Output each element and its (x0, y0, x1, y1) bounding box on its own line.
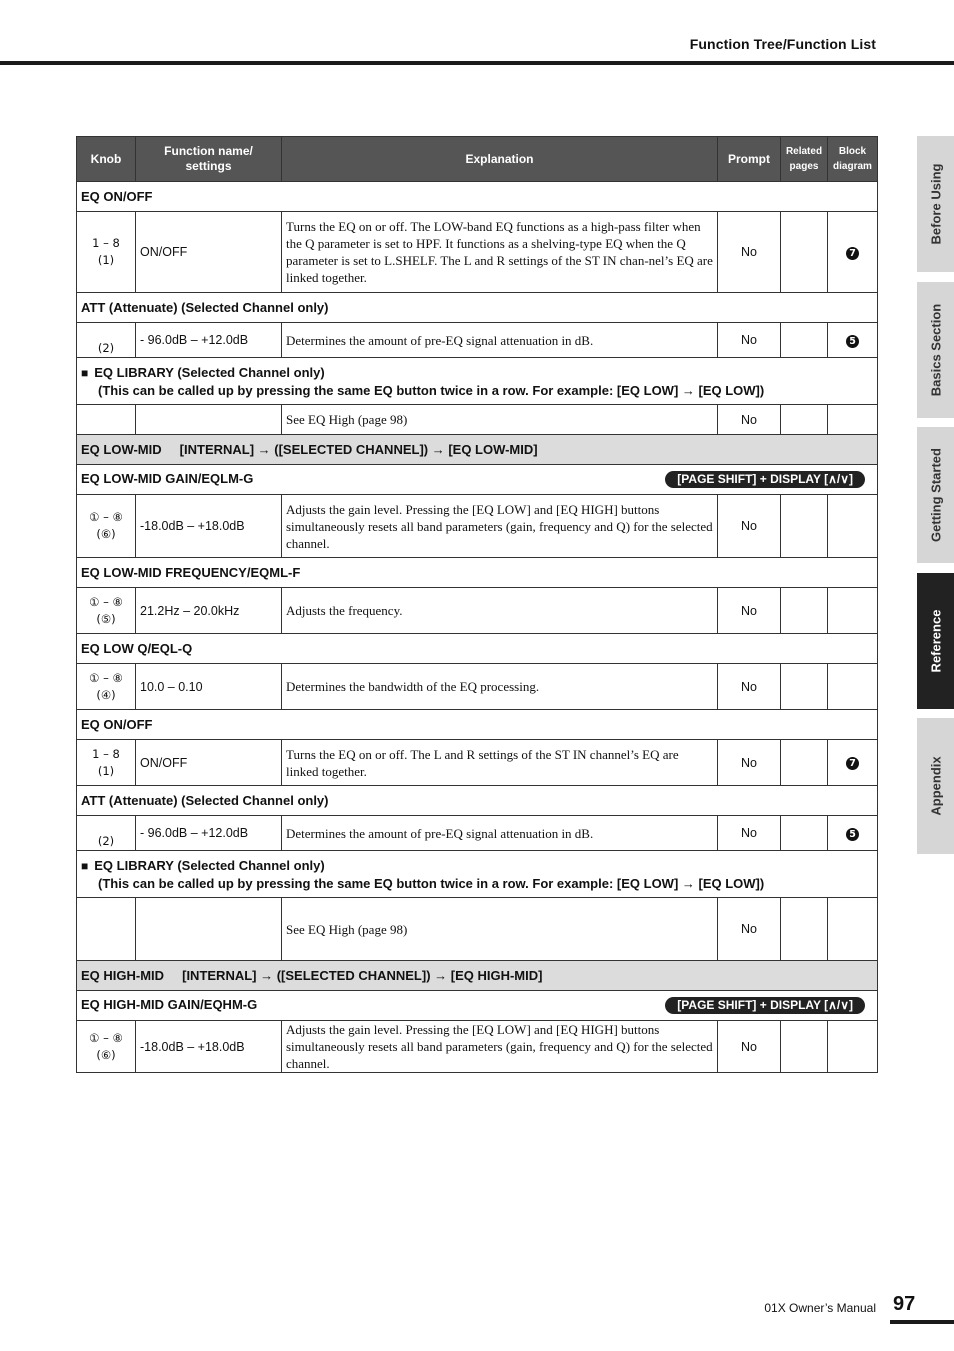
knob-cell (77, 740, 136, 786)
related-pages-cell (781, 1021, 828, 1073)
block-diagram-cell (828, 323, 878, 358)
section-title: ATT (Attenuate) (Selected Channel only) (81, 793, 329, 808)
setting-cell: ON/OFF (136, 740, 282, 786)
side-tab[interactable] (917, 282, 954, 418)
explanation-cell: Determines the amount of pre-EQ signal attenuation in dB. (282, 816, 718, 851)
display-shortcut-badge: [PAGE SHIFT] + DISPLAY [∧/∨] (665, 471, 865, 488)
knob-secondary: (1) (97, 763, 115, 778)
knob-range: ① – ⑧ (89, 670, 123, 685)
library-note-cell (77, 358, 878, 405)
knob-cell (77, 212, 136, 293)
explanation-cell: Turns the EQ on or off. The LOW-band EQ functions as a high-pass filter when the Q parameter is set to HPF. It functions as a shelving-type EQ when the Q parameter is set to L.SHELF. The L and R settings of the ST IN chan-nel’s EQ are linked together. (282, 212, 718, 293)
page-number: 97 (893, 1293, 916, 1315)
library-note-row (77, 358, 878, 405)
knob-cell (77, 664, 136, 710)
library-note-cell (77, 851, 878, 898)
display-shortcut-badge: [PAGE SHIFT] + DISPLAY [∧/∨] (665, 997, 865, 1014)
knob-range: 1 – 8 (92, 236, 120, 250)
section-title: EQ HIGH-MID [INTERNAL] → ([SELECTED CHANNEL]) → [EQ HIGH-MID] (81, 968, 543, 983)
section-title-cell (77, 182, 878, 212)
header-related-line1: Related (785, 146, 823, 157)
knob-secondary: (2) (97, 341, 115, 355)
note-detail: (This can be called up by pressing the same EQ button twice in a row. For example: [EQ LOW] → [EQ LOW]) (98, 875, 765, 891)
side-tab-label: Appendix (928, 756, 943, 816)
prompt-cell: No (718, 664, 781, 710)
table-header-row (77, 137, 878, 182)
prompt-cell: No (718, 405, 781, 435)
block-diagram-cell (828, 1021, 878, 1073)
header-knob: Knob (77, 137, 136, 182)
knob-secondary: (1) (97, 253, 115, 267)
table-row (77, 898, 878, 961)
footer-manual-title: 01X Owner’s Manual (764, 1301, 876, 1315)
block-diagram-cell (828, 405, 878, 435)
table-body (77, 182, 878, 1073)
header-block-line2: diagram (833, 161, 872, 172)
setting-cell: 21.2Hz – 20.0kHz (136, 588, 282, 634)
knob-cell (77, 495, 136, 558)
related-pages-cell (781, 495, 828, 558)
knob-secondary: (④) (96, 687, 116, 702)
group-row (77, 435, 878, 465)
section-row (77, 634, 878, 664)
section-title: EQ LOW-MID [INTERNAL] → ([SELECTED CHANNEL]) → [EQ LOW-MID] (81, 442, 538, 457)
header-explanation: Explanation (282, 137, 718, 182)
section-title-cell (77, 558, 878, 588)
explanation-cell: See EQ High (page 98) (282, 405, 718, 435)
section-title-cell (77, 293, 878, 323)
section-title: EQ ON/OFF (81, 189, 153, 204)
section-title: EQ LOW-MID FREQUENCY/EQML-F (81, 565, 301, 580)
knob-secondary: (⑥) (96, 527, 116, 541)
table-row (77, 1021, 878, 1073)
table-row (77, 816, 878, 851)
section-title-cell (77, 961, 878, 991)
block-number-icon: 7 (846, 247, 859, 260)
related-pages-cell (781, 898, 828, 961)
section-row (77, 710, 878, 740)
setting-cell: 10.0 – 0.10 (136, 664, 282, 710)
related-pages-cell (781, 740, 828, 786)
prompt-cell: No (718, 1021, 781, 1073)
related-pages-cell (781, 816, 828, 851)
section-row (77, 465, 878, 495)
knob-secondary: (⑥) (96, 1047, 116, 1062)
note-title: EQ LIBRARY (Selected Channel only) (94, 857, 325, 873)
side-tab[interactable] (917, 427, 954, 563)
prompt-cell: No (718, 816, 781, 851)
block-diagram-cell (828, 212, 878, 293)
section-title-cell (77, 991, 878, 1021)
header-block-line1: Block (838, 146, 867, 157)
note-title: EQ LIBRARY (Selected Channel only) (94, 364, 325, 380)
block-number-icon: 5 (846, 335, 859, 348)
explanation-cell: Adjusts the frequency. (282, 588, 718, 634)
side-tab-label: Before Using (928, 163, 943, 245)
section-title-cell (77, 710, 878, 740)
explanation-cell: See EQ High (page 98) (282, 898, 718, 961)
setting-cell: - 96.0dB – +12.0dB (136, 816, 282, 851)
explanation-cell: Turns the EQ on or off. The L and R settings of the ST IN channel’s EQ are linked together. (282, 740, 718, 786)
page-header-title: Function Tree/Function List (689, 36, 876, 52)
related-pages-cell (781, 405, 828, 435)
section-row (77, 293, 878, 323)
prompt-cell: No (718, 588, 781, 634)
setting-cell: -18.0dB – +18.0dB (136, 1021, 282, 1073)
side-tab[interactable] (917, 136, 954, 272)
header-function-line1: Function name/ (164, 144, 253, 158)
section-title: EQ ON/OFF (81, 717, 153, 732)
square-bullet-icon: ■ (81, 365, 89, 380)
setting-cell: ON/OFF (136, 212, 282, 293)
knob-cell (77, 588, 136, 634)
prompt-cell: No (718, 212, 781, 293)
table-row (77, 588, 878, 634)
knob-cell (77, 323, 136, 358)
related-pages-cell (781, 323, 828, 358)
header-related-line2: pages (789, 161, 819, 172)
section-title-cell (77, 634, 878, 664)
section-row (77, 991, 878, 1021)
prompt-cell: No (718, 323, 781, 358)
section-title-cell (77, 786, 878, 816)
block-number-icon: 7 (846, 757, 859, 770)
block-diagram-cell (828, 898, 878, 961)
knob-secondary: (2) (97, 834, 115, 848)
knob-range: ① – ⑧ (89, 1030, 123, 1045)
knob-cell (77, 816, 136, 851)
side-tab-label: Reference (928, 609, 943, 673)
setting-cell: -18.0dB – +18.0dB (136, 495, 282, 558)
related-pages-cell (781, 212, 828, 293)
header-rule (0, 61, 954, 65)
table-row (77, 323, 878, 358)
prompt-cell: No (718, 898, 781, 961)
note-detail: (This can be called up by pressing the same EQ button twice in a row. For example: [EQ LOW] → [EQ LOW]) (98, 382, 765, 398)
table-row (77, 740, 878, 786)
related-pages-cell (781, 588, 828, 634)
prompt-cell: No (718, 740, 781, 786)
section-row (77, 182, 878, 212)
header-function-line2: settings (185, 159, 232, 173)
library-note-row (77, 851, 878, 898)
block-diagram-cell (828, 588, 878, 634)
table-row (77, 405, 878, 435)
block-diagram-cell (828, 664, 878, 710)
side-tab-label: Basics Section (928, 303, 943, 397)
table-row (77, 664, 878, 710)
setting-cell (136, 898, 282, 961)
knob-secondary: (⑤) (96, 611, 116, 626)
section-title: EQ LOW-MID GAIN/EQLM-G (81, 471, 254, 486)
header-block (828, 137, 878, 182)
side-tab[interactable] (917, 573, 954, 709)
knob-cell (77, 1021, 136, 1073)
explanation-cell: Determines the bandwidth of the EQ processing. (282, 664, 718, 710)
side-tab-label: Getting Started (928, 448, 943, 542)
header-prompt: Prompt (718, 137, 781, 182)
knob-cell (77, 405, 136, 435)
knob-range: ① – ⑧ (89, 510, 123, 524)
group-row (77, 961, 878, 991)
section-title: EQ HIGH-MID GAIN/EQHM-G (81, 997, 258, 1012)
block-number-icon: 5 (846, 828, 859, 841)
table-row (77, 495, 878, 558)
section-title-cell (77, 465, 878, 495)
table-row (77, 212, 878, 293)
related-pages-cell (781, 664, 828, 710)
prompt-cell: No (718, 495, 781, 558)
explanation-cell: Adjusts the gain level. Pressing the [EQ LOW] and [EQ HIGH] buttons simultaneously resets all band parameters (gain, frequency and Q) for the selected channel. (282, 1021, 718, 1073)
side-tab[interactable] (917, 718, 954, 854)
setting-cell (136, 405, 282, 435)
section-title: ATT (Attenuate) (Selected Channel only) (81, 300, 329, 315)
section-title: EQ LOW Q/EQL-Q (81, 641, 193, 656)
section-title-cell (77, 435, 878, 465)
knob-range: ① – ⑧ (89, 594, 123, 609)
footer-rule (890, 1320, 954, 1324)
section-row (77, 786, 878, 816)
section-row (77, 558, 878, 588)
knob-cell (77, 898, 136, 961)
setting-cell: - 96.0dB – +12.0dB (136, 323, 282, 358)
block-diagram-cell (828, 816, 878, 851)
header-related (781, 137, 828, 182)
square-bullet-icon: ■ (81, 858, 89, 873)
block-diagram-cell (828, 495, 878, 558)
function-table (76, 136, 878, 1073)
block-diagram-cell (828, 740, 878, 786)
explanation-cell: Determines the amount of pre-EQ signal attenuation in dB. (282, 323, 718, 358)
header-function (136, 137, 282, 182)
knob-range: 1 – 8 (92, 746, 120, 761)
explanation-cell: Adjusts the gain level. Pressing the [EQ LOW] and [EQ HIGH] buttons simultaneously resets all band parameters (gain, frequency and Q) for the selected channel. (282, 495, 718, 558)
